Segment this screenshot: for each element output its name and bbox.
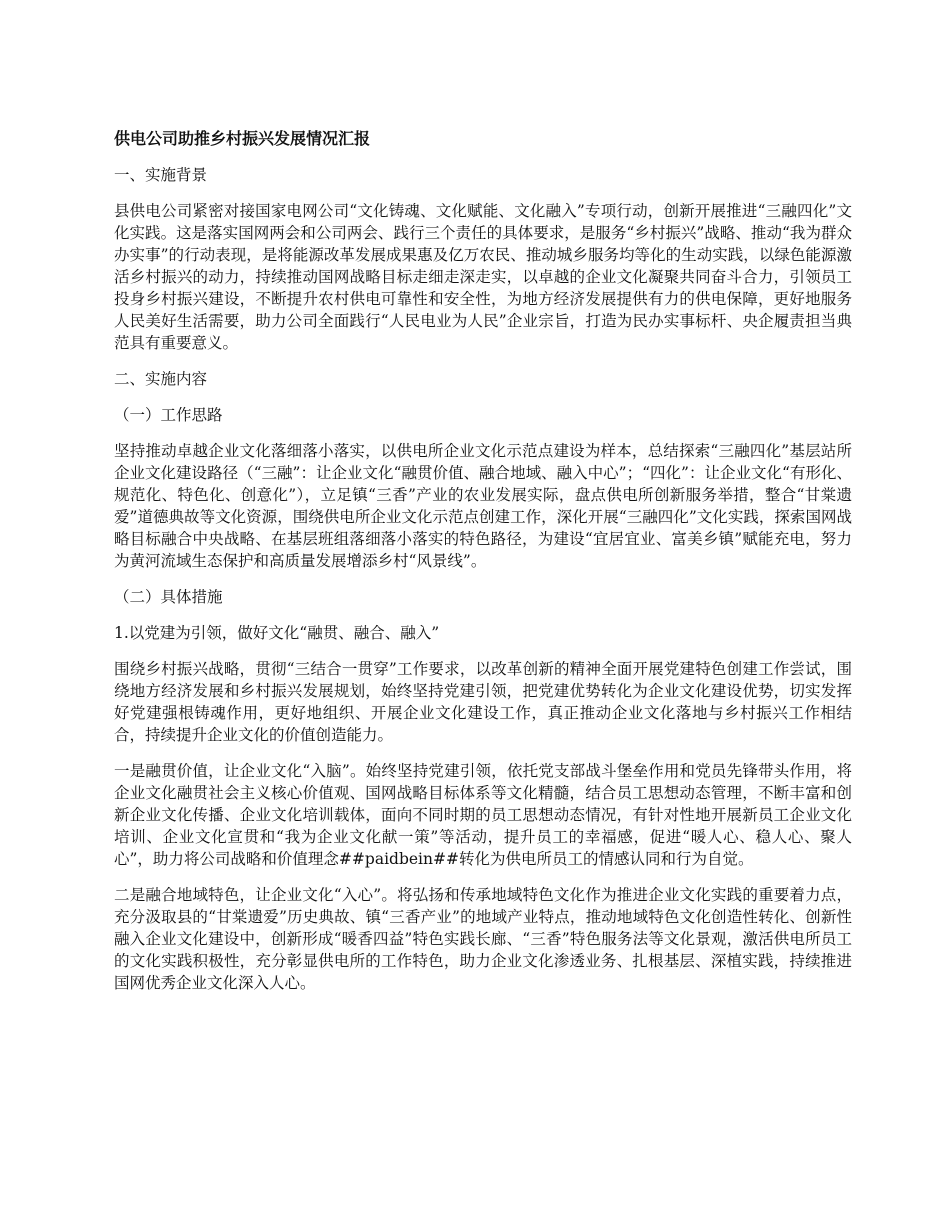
paragraph-background: 县供电公司紧密对接国家电网公司“文化铸魂、文化赋能、文化融入”专项行动，创新开展推进“三融四化”文化实践。这是落实国网两会和公司两会、践行三个责任的具体要求，是服务“乡村振兴”战略、推动“我为群众办实事”的行动表现，是将能源改革发展成果惠及亿万农民、推动城乡服务均等化的生动实践，以绿色能源激活乡村振兴的动力，持续推动国网战略目标走细走深走实，以卓越的企业文化凝聚共同奋斗合力，引领员工投身乡村振兴建设，不断提升农村供电可靠性和安全性，为地方经济发展提供有力的供电保障，更好地服务人民美好生活需要，助力公司全面践行“人民电业为人民”企业宗旨，打造为民办实事标杆、央企履责担当典范具有重要意义。 [114, 202, 852, 352]
paragraph-party-building: 围绕乡村振兴战略，贯彻“三结合一贯穿”工作要求，以改革创新的精神全面开展党建特色创建工作尝试，围绕地方经济发展和乡村振兴发展规划，始终坚持党建引领，把党建优势转化为企业文化建设优势，切实发挥好党建强根铸魂作用，更好地组织、开展企业文化建设工作，真正推动企业文化落地与乡村振兴工作相结合，持续提升企业文化的价值创造能力。 [114, 660, 852, 744]
section-heading-background: 一、实施背景 [114, 166, 208, 184]
paragraph-regional-integration: 二是融合地域特色，让企业文化“入心”。将弘扬和传承地域特色文化作为推进企业文化实践的重要着力点，充分汲取县的“甘棠遗爱”历史典故、镇“三香产业”的地域产业特点，推动地域特色文化创造性转化、创新性融入企业文化建设中，创新形成“暖香四益”特色实践长廊、“三香”特色服务法等文化景观，激活供电所员工的文化实践积极性，充分彰显供电所的工作特色，助力企业文化渗透业务、扎根基层、深植实践，持续推进国网优秀企业文化深入人心。 [114, 886, 852, 992]
paragraph-approach: 坚持推动卓越企业文化落细落小落实，以供电所企业文化示范点建设为样本，总结探索“三融四化”基层站所企业文化建设路径（“三融”：让企业文化“融贯价值、融合地域、融入中心”；“四化”：让企业文化“有形化、规范化、特色化、创意化”），立足镇“三香”产业的农业发展实际，盘点供电所创新服务举措，整合“甘棠遗爱”道德典故等文化资源，围绕供电所企业文化示范点创建工作，深化开展“三融四化”文化实践，探索国网战略目标融合中央战略、在基层班组落细落小落实的特色路径，为建设“宜居宜业、富美乡镇”赋能充电，努力为黄河流域生态保护和高质量发展增添乡村“风景线”。 [114, 442, 852, 570]
document-title: 供电公司助推乡村振兴发展情况汇报 [114, 129, 371, 148]
paragraph-value-integration: 一是融贯价值，让企业文化“入脑”。始终坚持党建引领，依托党支部战斗堡垒作用和党员先锋带头作用，将企业文化融贯社会主义核心价值观、国网战略目标体系等文化精髓，结合员工思想动态管理，不断丰富和创新企业文化传播、企业文化培训载体，面向不同时期的员工思想动态情况，有针对性地开展新员工企业文化培训、企业文化宣贯和“我为企业文化献一策”等活动，提升员工的幸福感，促进“暖人心、稳人心、聚人心”，助力将公司战略和价值理念##paidbein##转化为供电所员工的情感认同和行为自觉。 [114, 762, 852, 868]
item-heading-party-building: 1.以党建为引领，做好文化“融贯、融合、融入” [114, 624, 440, 642]
section-heading-content: 二、实施内容 [114, 370, 208, 388]
subsection-heading-approach: （一）工作思路 [114, 406, 223, 424]
document-page [114, 128, 852, 1008]
subsection-heading-measures: （二）具体措施 [114, 588, 223, 606]
